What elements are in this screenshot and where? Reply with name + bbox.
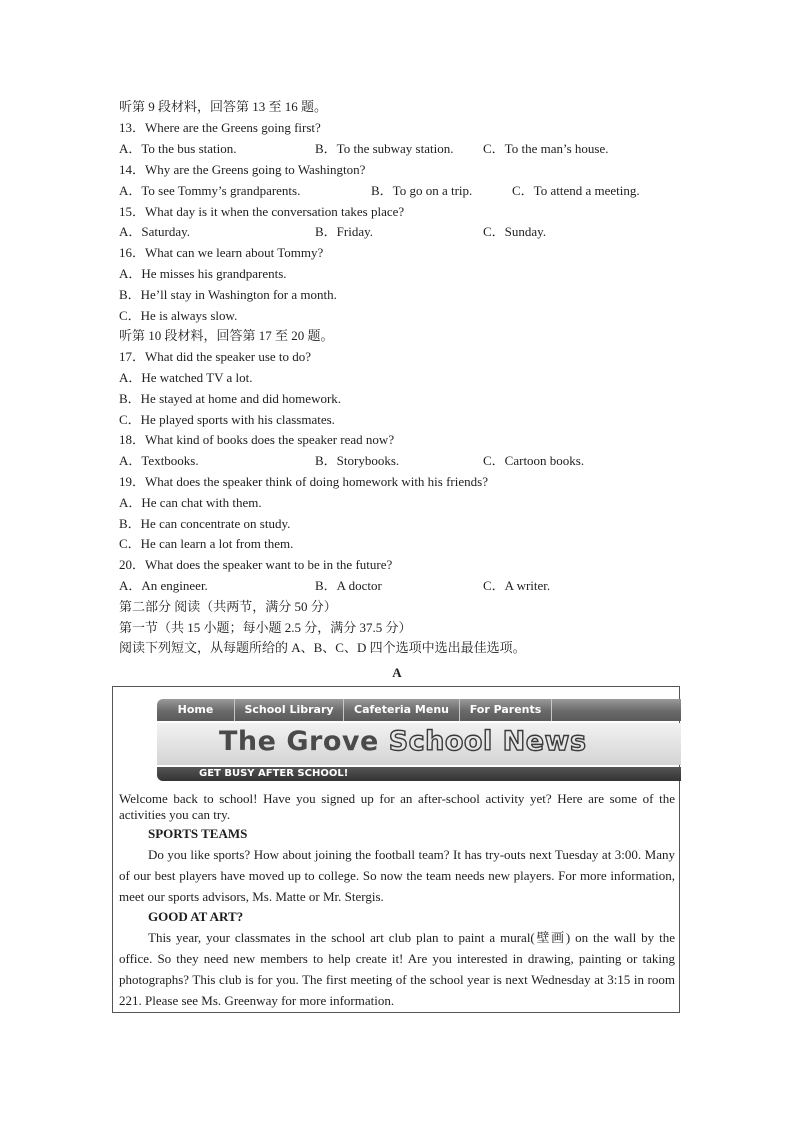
question-20: 20．What does the speaker want to be in the future?: [119, 557, 393, 572]
newsletter-title-plain: The Grove: [219, 726, 389, 757]
q14-option-a: A．To see Tommy’s grandparents.: [119, 183, 301, 198]
q18-option-b: B．Storybooks.: [315, 453, 400, 468]
section-9-heading: 听第 9 段材料，回答第 13 至 16 题。: [119, 99, 328, 114]
newsletter-box: [112, 686, 680, 1013]
heading-good-at-art: GOOD AT ART?: [148, 909, 244, 924]
question-16: 16．What can we learn about Tommy?: [119, 245, 324, 260]
reading-instructions: 阅读下列短文，从每题所给的 A、B、C、D 四个选项中选出最佳选项。: [119, 640, 526, 655]
paragraph-sports: Do you like sports? How about joining the football team? It has try-outs next Tuesday at 3:00. Many of our best players have moved up to college. So now the team needs new players. For more information, meet our sports advisors, Ms. Matte or Mr. Stergis.: [119, 847, 675, 904]
nav-cafeteria-menu[interactable]: Cafeteria Menu: [344, 699, 460, 721]
q18-option-a: A．Textbooks.: [119, 453, 199, 468]
nav-home[interactable]: Home: [157, 699, 235, 721]
strip-text: GET BUSY AFTER SCHOOL!: [199, 768, 349, 779]
passage-label: A: [392, 665, 402, 680]
q16-option-b: B．He’ll stay in Washington for a month.: [119, 287, 337, 302]
question-19: 19．What does the speaker think of doing homework with his friends?: [119, 474, 488, 489]
q13-option-a: A．To the bus station.: [119, 141, 237, 156]
q13-option-b: B．To the subway station.: [315, 141, 454, 156]
q16-option-c: C．He is always slow.: [119, 308, 238, 323]
q17-option-a: A．He watched TV a lot.: [119, 370, 253, 385]
question-15: 15．What day is it when the conversation takes place?: [119, 204, 405, 219]
q17-option-c: C．He played sports with his classmates.: [119, 412, 335, 427]
section-1-heading: 第一节（共 15 小题；每小题 2.5 分，满分 37.5 分）: [119, 620, 412, 635]
q18-option-c: C．Cartoon books.: [483, 453, 585, 468]
question-18: 18．What kind of books does the speaker read now?: [119, 432, 395, 447]
newsletter-intro: Welcome back to school! Have you signed up for an after-school activity yet? Here are some of the activities you can try.: [119, 791, 675, 822]
question-13: 13．Where are the Greens going first?: [119, 120, 321, 135]
q14-option-b: B．To go on a trip.: [371, 183, 473, 198]
newsletter-title-outline: School News: [388, 726, 587, 757]
newsletter-banner: [157, 723, 681, 765]
question-17: 17．What did the speaker use to do?: [119, 349, 312, 364]
q20-option-a: A．An engineer.: [119, 578, 208, 593]
nav-school-library[interactable]: School Library: [235, 699, 344, 721]
q15-option-c: C．Sunday.: [483, 224, 547, 239]
q15-option-b: B．Friday.: [315, 224, 374, 239]
section-10-heading: 听第 10 段材料，回答第 17 至 20 题。: [119, 328, 334, 343]
paragraph-art: This year, your classmates in the school art club plan to paint a mural(壁画) on the wall by the office. So they need new members to help create it! Are you interested in drawing, painting or taking photographs? This club is for you. The first meeting of the school year is next Wednesday at 3:15 in room 221. Please see Ms. Greenway for more information.: [119, 930, 675, 1008]
q19-option-b: B．He can concentrate on study.: [119, 516, 291, 531]
q20-option-c: C．A writer.: [483, 578, 551, 593]
question-14: 14．Why are the Greens going to Washington?: [119, 162, 366, 177]
q16-option-a: A．He misses his grandparents.: [119, 266, 287, 281]
nav-for-parents[interactable]: For Parents: [460, 699, 552, 721]
q19-option-a: A．He can chat with them.: [119, 495, 262, 510]
newsletter-nav-bar: [157, 699, 681, 721]
q19-option-c: C．He can learn a lot from them.: [119, 536, 294, 551]
q13-option-c: C．To the man’s house.: [483, 141, 609, 156]
heading-sports-teams: SPORTS TEAMS: [148, 826, 248, 841]
newsletter-strip: [157, 767, 681, 781]
q20-option-b: B．A doctor: [315, 578, 382, 593]
q14-option-c: C．To attend a meeting.: [512, 183, 640, 198]
q17-option-b: B．He stayed at home and did homework.: [119, 391, 342, 406]
q15-option-a: A．Saturday.: [119, 224, 191, 239]
newsletter-title: [219, 726, 587, 757]
part-2-heading: 第二部分 阅读（共两节，满分 50 分）: [119, 599, 337, 614]
